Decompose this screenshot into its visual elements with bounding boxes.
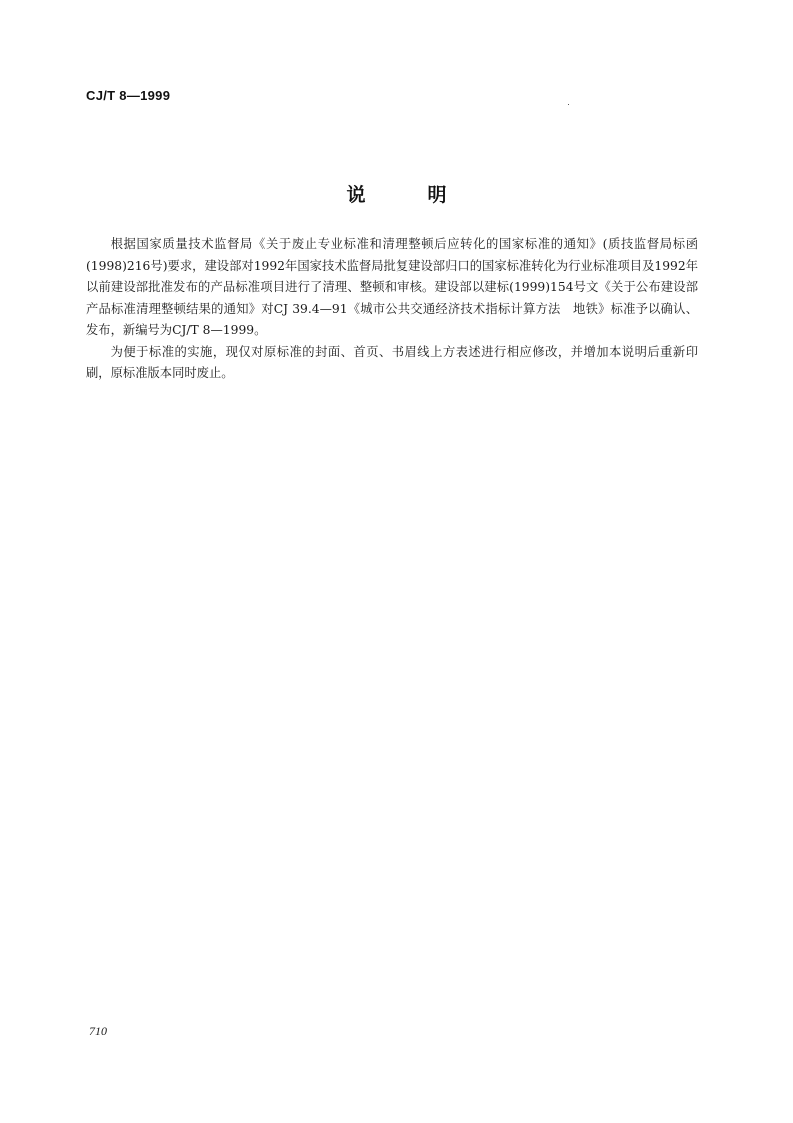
scan-speck [568,104,569,105]
page-number: 710 [89,1024,107,1038]
paragraph-2: 为便于标准的实施，现仅对原标准的封面、首页、书眉线上方表述进行相应修改，并增加本说明后重新印刷，原标准版本同时废止。 [86,344,698,380]
page-title: 说明 [346,184,509,206]
paragraph-1: 根据国家质量技术监督局《关于废止专业标准和清理整顿后应转化的国家标准的通知》(质技监督局标函(1998)216号)要求，建设部对1992年国家技术监督局批复建设部归口的国家标准转化为行业标准项目及1992年以前建设部批准发布的产品标准项目进行了清理、整顿和审核。建设部以建标(1999)154号文《关于公布建设部产品标准清理整顿结果的通知》对CJ 39.4—91《城市公共交通经济技术指标计算方法 地铁》标准予以确认、发布，新编号为CJ/T 8—1999。 [86,237,698,337]
standard-code: CJ/T 8—1999 [86,88,171,103]
document-body [86,234,698,385]
